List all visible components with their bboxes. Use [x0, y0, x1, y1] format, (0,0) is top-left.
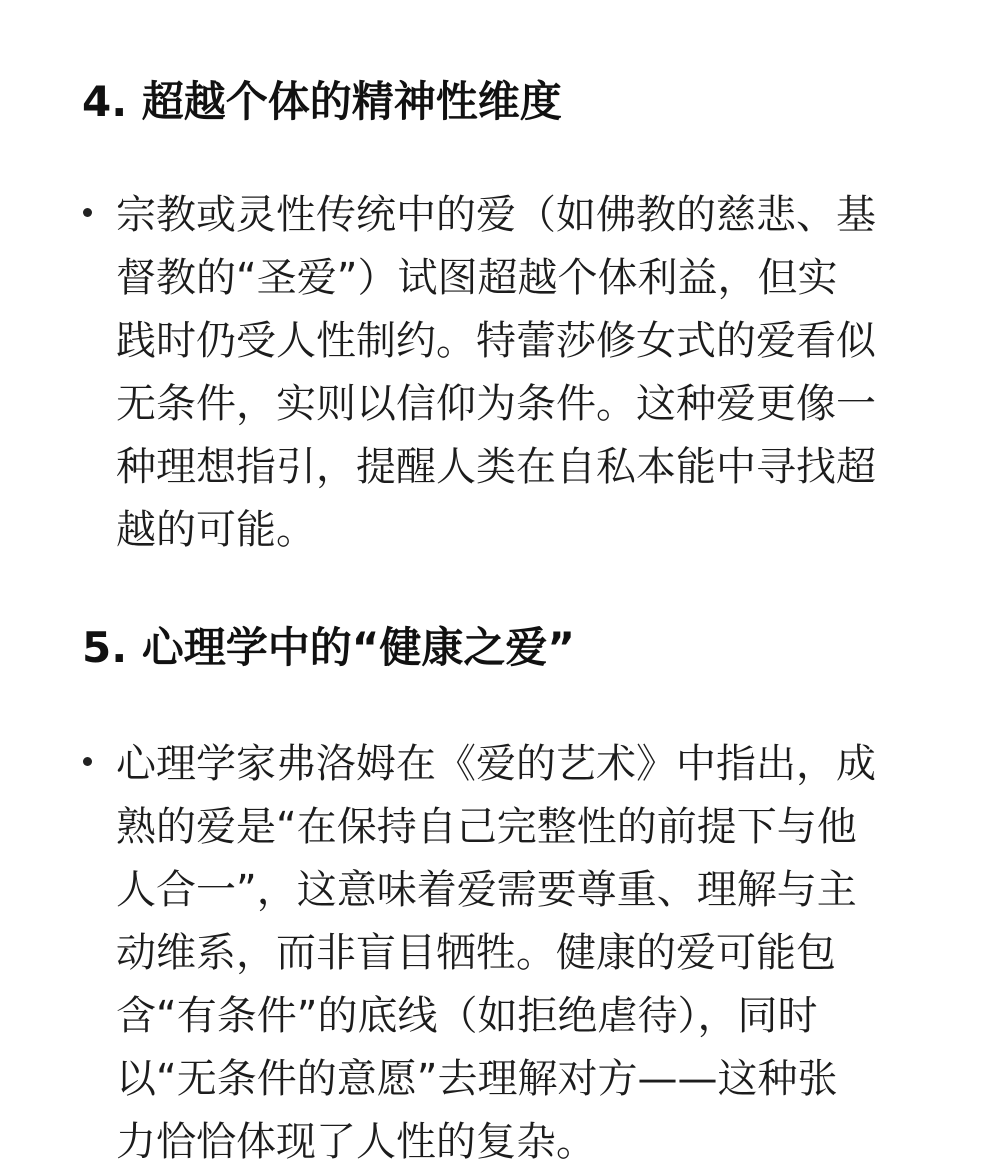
paragraph-line: 越的可能。 — [116, 507, 316, 553]
paragraph-line: 心理学家弗洛姆在《爱的艺术》中指出，成 — [116, 741, 876, 787]
paragraph — [116, 733, 956, 1174]
bullet-dot — [80, 755, 96, 771]
paragraph-line: 动维系，而非盲目牺牲。健康的爱可能包 — [116, 930, 836, 976]
paragraph-line: 熟的爱是“在保持自己完整性的前提下与他 — [116, 804, 857, 850]
paragraph-line: 督教的“圣爱”）试图超越个体利益，但实 — [116, 255, 838, 301]
paragraph-line: 种理想指引，提醒人类在自私本能中寻找超 — [116, 444, 876, 490]
paragraph-line: 践时仍受人性制约。特蕾莎修女式的爱看似 — [116, 318, 876, 364]
paragraph-line: 含“有条件”的底线（如拒绝虐待），同时 — [116, 993, 818, 1039]
paragraph-line: 以“无条件的意愿”去理解对方——这种张 — [116, 1056, 838, 1102]
section-heading: 4. 超越个体的精神性维度 — [82, 77, 562, 126]
section-heading: 5. 心理学中的“健康之爱” — [82, 623, 576, 672]
bullet-dot — [80, 206, 96, 222]
paragraph-line: 无条件，实则以信仰为条件。这种爱更像一 — [116, 381, 876, 427]
paragraph — [116, 184, 956, 562]
paragraph-line: 力恰恰体现了人性的复杂。 — [116, 1119, 596, 1165]
paragraph-line: 人合一”，这意味着爱需要尊重、理解与主 — [116, 867, 857, 913]
paragraph-line: 宗教或灵性传统中的爱（如佛教的慈悲、基 — [116, 192, 876, 238]
